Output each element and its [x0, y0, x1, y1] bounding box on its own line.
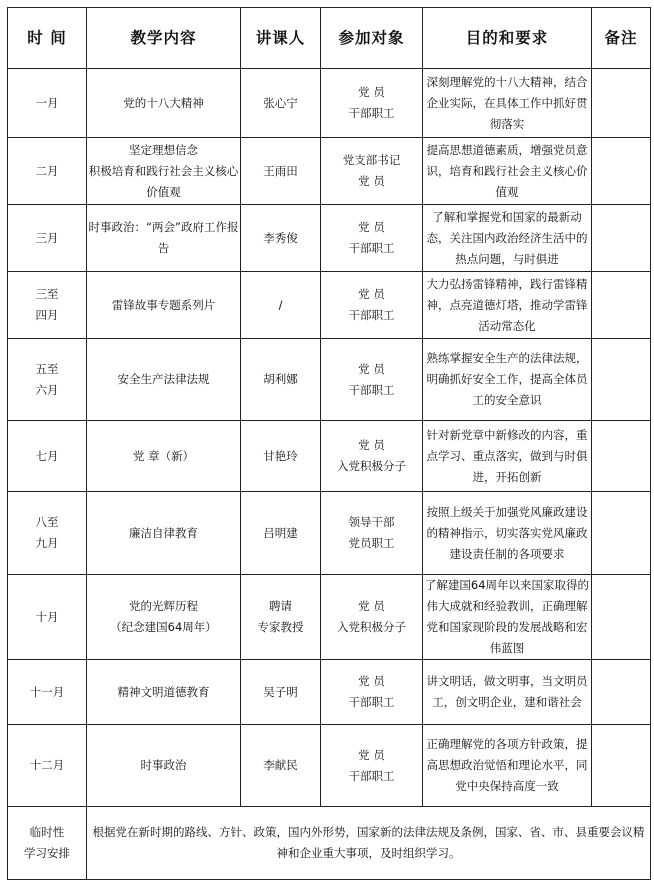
cell-audience: 党支部书记 党 员 — [321, 138, 423, 205]
cell-goal: 提高思想道德素质，增强党员意识，培育和践行社会主义核心价值观 — [423, 138, 592, 205]
table-row — [8, 272, 651, 339]
table-row — [8, 205, 651, 272]
cell-content: 坚定理想信念 积极培育和践行社会主义核心价值观 — [87, 138, 241, 205]
cell-lecturer: 甘艳玲 — [241, 421, 321, 492]
cell-audience: 党 员 干部职工 — [321, 725, 423, 807]
note-label: 临时性 学习安排 — [8, 807, 87, 880]
cell-time: 八至 九月 — [8, 492, 87, 575]
header-row — [8, 8, 651, 69]
cell-remark — [592, 339, 651, 421]
note-row — [8, 807, 651, 880]
cell-lecturer: 胡利娜 — [241, 339, 321, 421]
table-row — [8, 492, 651, 575]
cell-remark — [592, 725, 651, 807]
cell-audience: 党 员 干部职工 — [321, 339, 423, 421]
cell-time: 三至 四月 — [8, 272, 87, 339]
table-row — [8, 660, 651, 725]
cell-remark — [592, 138, 651, 205]
cell-content: 时事政治：“两会”政府工作报告 — [87, 205, 241, 272]
cell-time: 三月 — [8, 205, 87, 272]
note-text: 根据党在新时期的路线、方针、政策，国内外形势，国家新的法律法规及条例，国家、省、市、县重要会议精神和企业重大事项，及时组织学习。 — [87, 807, 651, 880]
header-remark: 备注 — [592, 8, 651, 69]
cell-remark — [592, 205, 651, 272]
cell-content: 时事政治 — [87, 725, 241, 807]
cell-audience: 党 员 干部职工 — [321, 660, 423, 725]
cell-goal: 了解和掌握党和国家的最新动态，关注国内政治经济生活中的热点问题，与时俱进 — [423, 205, 592, 272]
cell-goal: 了解建国64周年以来国家取得的伟大成就和经验教训，正确理解党和国家现阶段的发展战略和宏伟蓝图 — [423, 575, 592, 660]
cell-time: 十二月 — [8, 725, 87, 807]
cell-audience: 党 员 入党积极分子 — [321, 421, 423, 492]
cell-audience: 党 员 入党积极分子 — [321, 575, 423, 660]
cell-remark — [592, 272, 651, 339]
cell-audience: 党 员 干部职工 — [321, 69, 423, 138]
table-row — [8, 725, 651, 807]
cell-time: 五至 六月 — [8, 339, 87, 421]
cell-content: 精神文明道德教育 — [87, 660, 241, 725]
cell-goal: 深刻理解党的十八大精神，结合企业实际，在具体工作中抓好贯彻落实 — [423, 69, 592, 138]
cell-goal: 大力弘扬雷锋精神，践行雷锋精神，点亮道德灯塔，推动学雷锋活动常态化 — [423, 272, 592, 339]
cell-goal: 按照上级关于加强党风廉政建设的精神指示，切实落实党风廉政建设责任制的各项要求 — [423, 492, 592, 575]
cell-remark — [592, 69, 651, 138]
cell-lecturer: 李秀俊 — [241, 205, 321, 272]
cell-content: 党的十八大精神 — [87, 69, 241, 138]
cell-remark — [592, 575, 651, 660]
cell-time: 一月 — [8, 69, 87, 138]
cell-lecturer: 王雨田 — [241, 138, 321, 205]
cell-audience: 党 员 干部职工 — [321, 205, 423, 272]
header-time: 时 间 — [8, 8, 87, 69]
header-audience: 参加对象 — [321, 8, 423, 69]
header-content: 教学内容 — [87, 8, 241, 69]
cell-lecturer: 张心宁 — [241, 69, 321, 138]
cell-time: 十月 — [8, 575, 87, 660]
cell-lecturer: 吕明建 — [241, 492, 321, 575]
study-schedule-table — [7, 7, 651, 880]
cell-goal: 针对新党章中新修改的内容，重点学习、重点落实，做到与时俱进，开拓创新 — [423, 421, 592, 492]
cell-audience: 领导干部 党员职工 — [321, 492, 423, 575]
cell-remark — [592, 421, 651, 492]
cell-lecturer: 聘请 专家教授 — [241, 575, 321, 660]
cell-goal: 讲文明话，做文明事，当文明员工，创文明企业，建和谐社会 — [423, 660, 592, 725]
cell-content: 党 章（新） — [87, 421, 241, 492]
table-row — [8, 339, 651, 421]
table-row — [8, 138, 651, 205]
cell-content: 雷锋故事专题系列片 — [87, 272, 241, 339]
cell-content: 安全生产法律法规 — [87, 339, 241, 421]
cell-audience: 党 员 干部职工 — [321, 272, 423, 339]
cell-lecturer: / — [241, 272, 321, 339]
table-row — [8, 575, 651, 660]
table-row — [8, 421, 651, 492]
header-goal: 目的和要求 — [423, 8, 592, 69]
cell-content: 党的光辉历程 （纪念建国64周年） — [87, 575, 241, 660]
header-lecturer: 讲课人 — [241, 8, 321, 69]
table-row — [8, 69, 651, 138]
cell-time: 十一月 — [8, 660, 87, 725]
cell-goal: 熟练掌握安全生产的法律法规，明确抓好安全工作，提高全体员工的安全意识 — [423, 339, 592, 421]
cell-goal: 正确理解党的各项方针政策，提高思想政治觉悟和理论水平，同党中央保持高度一致 — [423, 725, 592, 807]
cell-lecturer: 吴子明 — [241, 660, 321, 725]
cell-lecturer: 李献民 — [241, 725, 321, 807]
cell-time: 七月 — [8, 421, 87, 492]
cell-remark — [592, 492, 651, 575]
cell-content: 廉洁自律教育 — [87, 492, 241, 575]
cell-remark — [592, 660, 651, 725]
cell-time: 二月 — [8, 138, 87, 205]
